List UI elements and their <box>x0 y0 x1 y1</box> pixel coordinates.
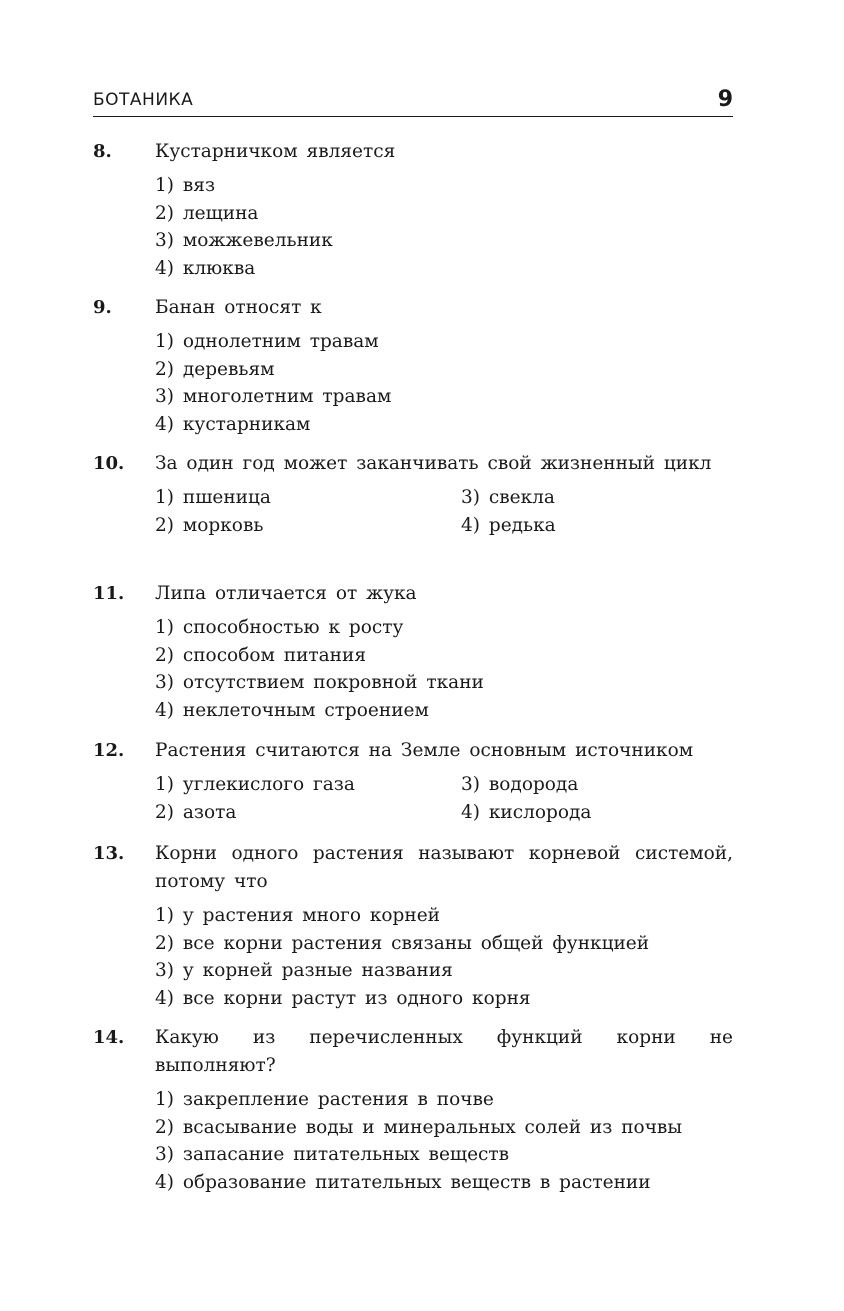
answer-option: 3) можжевельник <box>155 230 333 251</box>
answer-option: 3) запасание питательных веществ <box>155 1144 510 1165</box>
answer-option: 1) у растения много корней <box>155 905 440 926</box>
answer-option: 3) свекла <box>461 487 555 508</box>
answer-option: 4) все корни растут из одного корня <box>155 987 531 1009</box>
answer-option: 3) многолетним травам <box>155 386 392 407</box>
answer-option: 4) кислорода <box>461 801 592 823</box>
answer-option: 4) клюква <box>155 257 256 279</box>
question-text: Корни одного растения называют корневой системой, потому что <box>155 843 733 892</box>
answer-option: 2) всасывание воды и минеральных солей из почвы <box>155 1116 683 1138</box>
question-number: 11. <box>93 583 125 604</box>
question-text: Липа отличается от жука <box>155 583 417 604</box>
answer-option: 2) азота <box>155 801 237 823</box>
running-header <box>93 87 733 117</box>
question-number: 9. <box>93 297 112 318</box>
question-number: 12. <box>93 740 125 761</box>
answer-option: 2) все корни растения связаны общей функцией <box>155 932 650 954</box>
question-10 <box>93 450 733 540</box>
answer-option: 1) вяз <box>155 175 216 196</box>
answer-option: 4) кустарникам <box>155 413 311 435</box>
question-number: 8. <box>93 141 112 162</box>
answer-option: 3) у корней разные названия <box>155 960 453 981</box>
section-title: БОТАНИКА <box>93 90 194 110</box>
answer-options <box>155 771 733 827</box>
question-9 <box>93 294 733 438</box>
answer-options <box>155 614 733 724</box>
answer-option: 3) отсутствием покровной ткани <box>155 672 484 693</box>
answer-option: 3) водорода <box>461 774 579 795</box>
answer-option: 4) неклеточным строением <box>155 699 429 721</box>
question-12 <box>93 737 733 827</box>
question-text: Кустарничком является <box>155 141 396 162</box>
answer-options <box>155 172 733 282</box>
answer-options <box>155 1086 733 1196</box>
answer-option: 4) редька <box>461 514 556 536</box>
answer-option: 1) однолетним травам <box>155 331 379 352</box>
question-13 <box>93 840 733 1012</box>
answer-options <box>155 328 733 438</box>
answer-options <box>155 484 733 540</box>
question-number: 14. <box>93 1027 125 1048</box>
question-8 <box>93 138 733 282</box>
question-11 <box>93 580 733 724</box>
question-text: За один год может заканчивать свой жизненный цикл <box>155 453 712 474</box>
answer-option: 4) образование питательных веществ в растении <box>155 1171 651 1193</box>
answer-option: 1) пшеница <box>155 487 271 508</box>
answer-option: 2) морковь <box>155 514 264 536</box>
answer-option: 1) закрепление растения в почве <box>155 1089 494 1110</box>
question-text: Какую из перечисленных функций корни не выполняют? <box>155 1027 733 1076</box>
answer-option: 2) лещина <box>155 202 259 224</box>
question-text: Банан относят к <box>155 297 322 318</box>
page-number: 9 <box>717 87 733 112</box>
answer-option: 1) способностью к росту <box>155 617 404 638</box>
question-text: Растения считаются на Земле основным источником <box>155 740 694 761</box>
answer-option: 2) способом питания <box>155 644 366 666</box>
question-number: 13. <box>93 843 125 864</box>
answer-options <box>155 902 733 1012</box>
question-number: 10. <box>93 453 125 474</box>
answer-option: 1) углекислого газа <box>155 774 355 795</box>
question-14 <box>93 1024 733 1196</box>
answer-option: 2) деревьям <box>155 358 275 380</box>
